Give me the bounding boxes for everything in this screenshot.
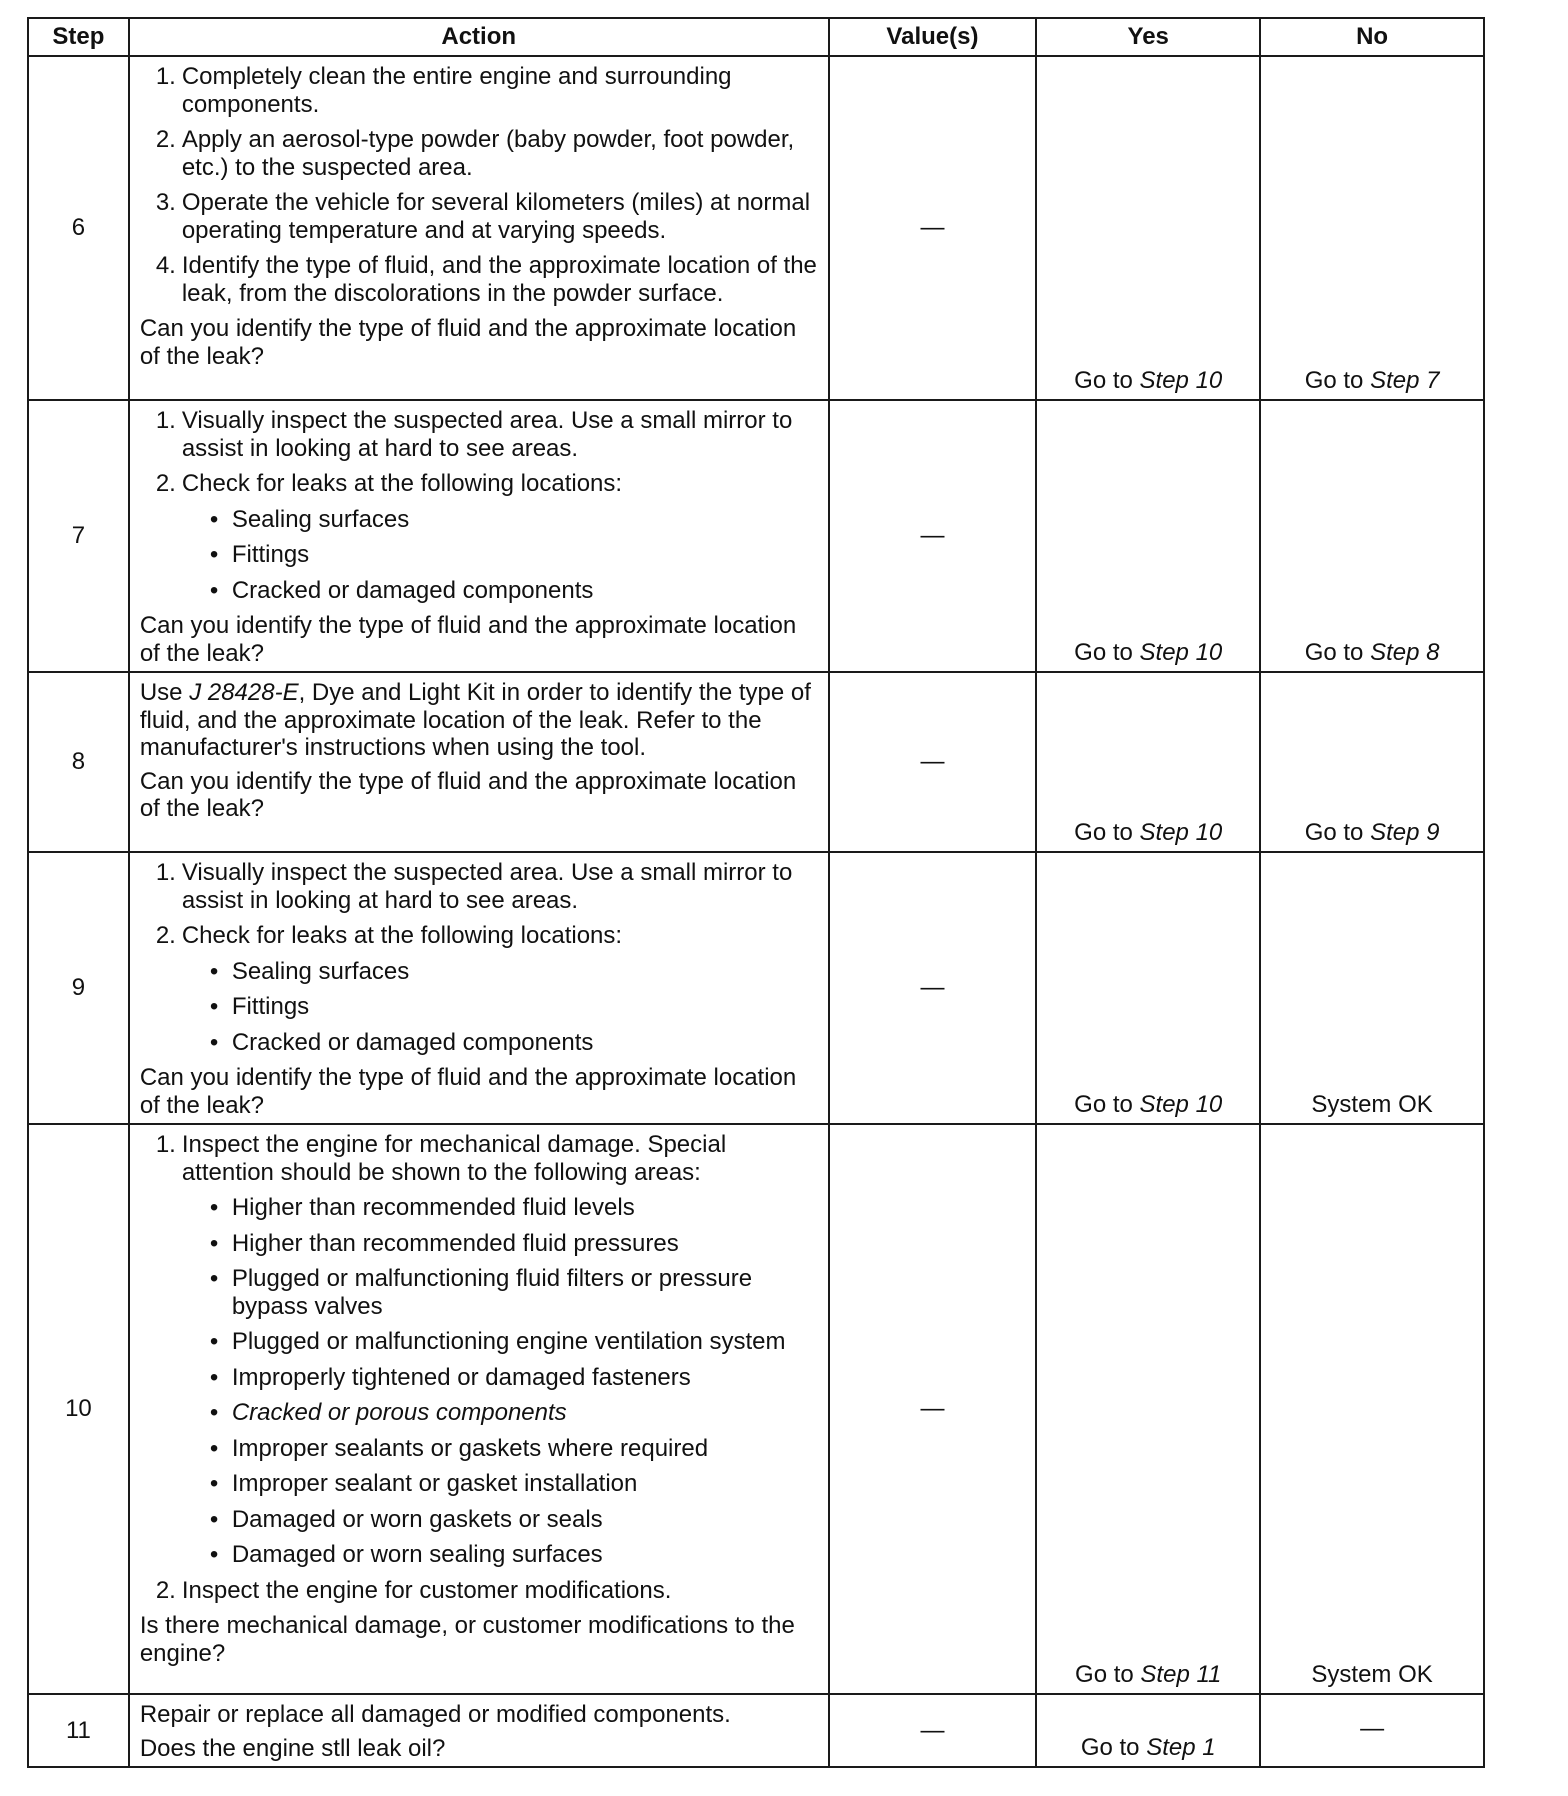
bullet-item: • Sealing surfaces	[209, 505, 410, 533]
bullet-item: • Damaged or worn sealing surfaces	[209, 1541, 603, 1568]
step-number: 8	[28, 672, 129, 852]
bullet-item: • Damaged or worn gaskets or seals	[209, 1505, 603, 1533]
value-cell: —	[829, 672, 1037, 852]
header-action: Action	[129, 18, 829, 56]
no-cell: —	[1260, 1694, 1484, 1767]
value-cell: —	[829, 1124, 1037, 1694]
step-reference: Step 11	[1140, 1661, 1222, 1688]
yes-cell: Go to Step 10	[1036, 400, 1260, 672]
step-reference: Step 10	[1139, 639, 1223, 666]
table-row-step-11	[28, 1694, 1484, 1767]
no-cell: Go to Step 7	[1260, 56, 1484, 400]
table-row-step-7	[28, 400, 1484, 672]
list-item: 2. Apply an aerosol-type powder (baby powder, foot powder, etc.) to the suspected area.	[155, 126, 795, 181]
bullet-item: • Improper sealants or gaskets where required	[209, 1434, 709, 1462]
yes-cell: Go to Step 11	[1036, 1124, 1260, 1694]
step-reference: Step 9	[1370, 819, 1440, 846]
no-cell: System OK	[1260, 852, 1484, 1124]
value-cell: —	[829, 400, 1037, 672]
value-cell: —	[829, 1694, 1037, 1767]
action-cell	[129, 1694, 829, 1767]
header-no: No	[1260, 18, 1484, 56]
list-item: 3. Operate the vehicle for several kilometers (miles) at normal operating temperature and at varying speeds.	[155, 189, 811, 244]
question-text: Can you identify the type of fluid and the approximate location of the leak?	[139, 1064, 797, 1119]
question-text: Can you identify the type of fluid and the approximate location of the leak?	[139, 767, 797, 822]
action-cell	[129, 852, 829, 1124]
table-row-step-10	[28, 1124, 1484, 1694]
yes-cell: Go to Step 10	[1036, 672, 1260, 852]
instruction-text: Use J 28428-E, Dye and Light Kit in order to identify the type of fluid, and the approximate location of the leak. Refer to the manufacturer's instructions when using the tool.	[139, 679, 811, 761]
list-item: 1. Visually inspect the suspected area. Use a small mirror to assist in looking at hard to see areas.	[155, 859, 793, 914]
bullet-item: • Sealing surfaces	[209, 957, 410, 985]
question-text: Is there mechanical damage, or customer modifications to the engine?	[139, 1612, 795, 1667]
question-text: Does the engine stll leak oil?	[139, 1734, 446, 1762]
step-number: 6	[28, 56, 129, 400]
list-item: 2. Inspect the engine for customer modifications.	[155, 1576, 672, 1604]
action-cell	[129, 400, 829, 672]
step-reference: Step 10	[1139, 1091, 1223, 1118]
no-cell: Go to Step 8	[1260, 400, 1484, 672]
bullet-item: • Improper sealant or gasket installation	[209, 1470, 638, 1497]
step-number: 7	[28, 400, 129, 672]
header-step: Step	[28, 18, 129, 56]
bullet-item: • Improperly tightened or damaged fasteners	[209, 1363, 691, 1391]
header-yes: Yes	[1036, 18, 1260, 56]
list-item: 2. Check for leaks at the following locations:	[155, 922, 623, 949]
value-cell: —	[829, 56, 1037, 400]
yes-cell: Go to Step 1	[1036, 1694, 1260, 1767]
step-number: 10	[28, 1124, 129, 1694]
diagnostic-table	[27, 17, 1485, 1768]
action-cell	[129, 1124, 829, 1694]
table-row-step-9	[28, 852, 1484, 1124]
bullet-item: • Plugged or malfunctioning fluid filters or pressure bypass valves	[209, 1265, 753, 1320]
step-number: 9	[28, 852, 129, 1124]
step-reference: Step 8	[1370, 639, 1440, 666]
list-item: 4. Identify the type of fluid, and the approximate location of the leak, from the discolorations in the powder surface.	[155, 252, 817, 307]
no-cell: System OK	[1260, 1124, 1484, 1694]
question-text: Can you identify the type of fluid and the approximate location of the leak?	[139, 612, 797, 667]
bullet-item: • Fittings	[209, 541, 310, 568]
bullet-item: • Cracked or damaged components	[209, 1028, 594, 1056]
header-values: Value(s)	[829, 18, 1037, 56]
tool-reference: J 28428-E	[189, 679, 299, 706]
bullet-item: • Higher than recommended fluid levels	[209, 1194, 635, 1221]
action-cell	[129, 56, 829, 400]
yes-cell: Go to Step 10	[1036, 56, 1260, 400]
bullet-item: • Cracked or porous components	[209, 1399, 567, 1426]
list-item: 1. Completely clean the entire engine and surrounding components.	[155, 63, 732, 118]
bullet-item: • Fittings	[209, 993, 310, 1020]
no-cell: Go to Step 9	[1260, 672, 1484, 852]
step-reference: Step 10	[1139, 819, 1223, 846]
step-reference: Step 1	[1146, 1734, 1216, 1761]
action-cell	[129, 672, 829, 852]
step-reference: Step 10	[1139, 367, 1223, 394]
list-item: 1. Visually inspect the suspected area. Use a small mirror to assist in looking at hard to see areas.	[155, 407, 793, 462]
bullet-item: • Higher than recommended fluid pressures	[209, 1229, 679, 1257]
list-item: 1. Inspect the engine for mechanical damage. Special attention should be shown to the following areas:	[155, 1131, 727, 1186]
bullet-item: • Cracked or damaged components	[209, 576, 594, 604]
list-item: 2. Check for leaks at the following locations:	[155, 470, 623, 497]
table-row-step-6	[28, 56, 1484, 400]
bullet-item: • Plugged or malfunctioning engine ventilation system	[209, 1328, 786, 1355]
value-cell: —	[829, 852, 1037, 1124]
step-reference: Step 7	[1370, 367, 1440, 394]
instruction-text: Repair or replace all damaged or modified components.	[139, 1701, 731, 1728]
table-row-step-8	[28, 672, 1484, 852]
header-row	[28, 18, 1484, 56]
step-number: 11	[28, 1694, 129, 1767]
question-text: Can you identify the type of fluid and the approximate location of the leak?	[139, 315, 797, 370]
yes-cell: Go to Step 10	[1036, 852, 1260, 1124]
